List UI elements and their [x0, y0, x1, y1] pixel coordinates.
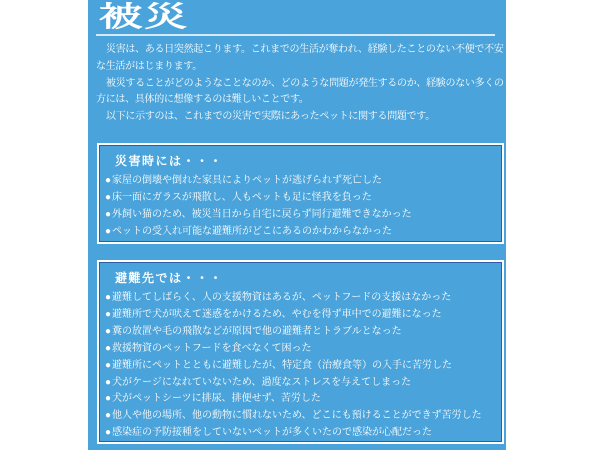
list-item	[105, 173, 496, 190]
section-evacuation-heading: 避難先では・・・	[115, 271, 224, 285]
list-item-text: 避難してしばらく、人の支援物資はあるが、ペットフードの支援はなかった	[112, 292, 452, 303]
list-item	[105, 408, 496, 425]
bullet-icon: ●	[105, 342, 112, 354]
bullet-icon: ●	[105, 191, 112, 203]
list-item-text: 他人や他の場所、他の動物に慣れないため、どこにも預けることができず苦労した	[112, 410, 482, 422]
list-item	[105, 425, 496, 442]
intro-text	[96, 42, 506, 126]
list-item-text: 糞の放置や毛の飛散などが原因で他の避難者とトラブルとなった	[112, 325, 402, 337]
bullet-icon: ●	[105, 325, 112, 337]
list-item	[105, 358, 496, 375]
list-item-text: 家屋の倒壊や倒れた家具によりペットが逃げられず死亡した	[112, 175, 383, 186]
intro-paragraph: 以下に示すのは、これまでの災害で実際にあったペットに関する問題です。	[106, 111, 435, 123]
list-item-text: 感染症の予防接種をしていないペットが多くいたので感染が心配だった	[112, 427, 433, 439]
bullet-icon: ●	[105, 410, 112, 422]
list-item-text: 避難所で犬が吠えて迷惑をかけるため、やむを得ず車中での避難になった	[112, 308, 442, 320]
list-item-text: 犬がケージになれていないため、過度なストレスを与えてしまった	[112, 376, 412, 388]
intro-paragraph: 被災することがどのようなことなのか、どのような問題が発生するのか、経験のない多くの方には、具体的に想像するのは難しいことです。	[96, 77, 504, 106]
bullet-icon: ●	[105, 308, 112, 320]
bullet-icon: ●	[105, 208, 112, 220]
section-evacuation-site	[97, 260, 504, 444]
list-item-text: 犬がペットシーツに排尿、排便せず、苦労した	[112, 393, 321, 405]
list-item	[105, 190, 496, 207]
list-item	[105, 391, 496, 408]
bullet-icon: ●	[105, 376, 112, 388]
bullet-icon: ●	[105, 393, 112, 405]
bullet-icon: ●	[105, 175, 112, 186]
list-item	[105, 307, 496, 324]
list-item-text: 外飼い猫のため、被災当日から自宅に戻らず同行避難できなかった	[112, 208, 412, 220]
list-item	[105, 224, 496, 241]
bullet-icon: ●	[105, 225, 112, 237]
list-item	[105, 375, 496, 392]
list-item-text: 床一面にガラスが飛散し、人もペットも足に怪我を負った	[112, 191, 372, 203]
list-item	[105, 341, 496, 358]
section-disaster-heading: 災害時には・・・	[115, 154, 224, 168]
section-disaster-time	[97, 143, 504, 244]
bullet-icon: ●	[105, 292, 112, 303]
list-item-text: 救援物資のペットフードを食べなくて困った	[112, 342, 312, 354]
disaster-problem-list	[105, 173, 496, 241]
content-panel	[88, 0, 506, 450]
bullet-icon: ●	[105, 359, 112, 371]
bullet-icon: ●	[105, 427, 112, 439]
intro-paragraph: 災害は、ある日突然起こります。これまでの生活が奪われ、経験したことのない不便で不安な生活がはじまります。	[96, 44, 504, 72]
list-item	[105, 207, 496, 224]
title-underline	[96, 34, 495, 36]
evacuation-problem-list	[105, 290, 496, 442]
list-item	[105, 290, 496, 307]
list-item-text: 避難所にペットとともに避難したが、特定食（治療食等）の入手に苦労した	[112, 359, 453, 371]
list-item	[105, 324, 496, 341]
page-title: 被災	[99, 1, 189, 32]
list-item-text: ペットの受入れ可能な避難所がどこにあるのかわからなかった	[112, 225, 393, 237]
